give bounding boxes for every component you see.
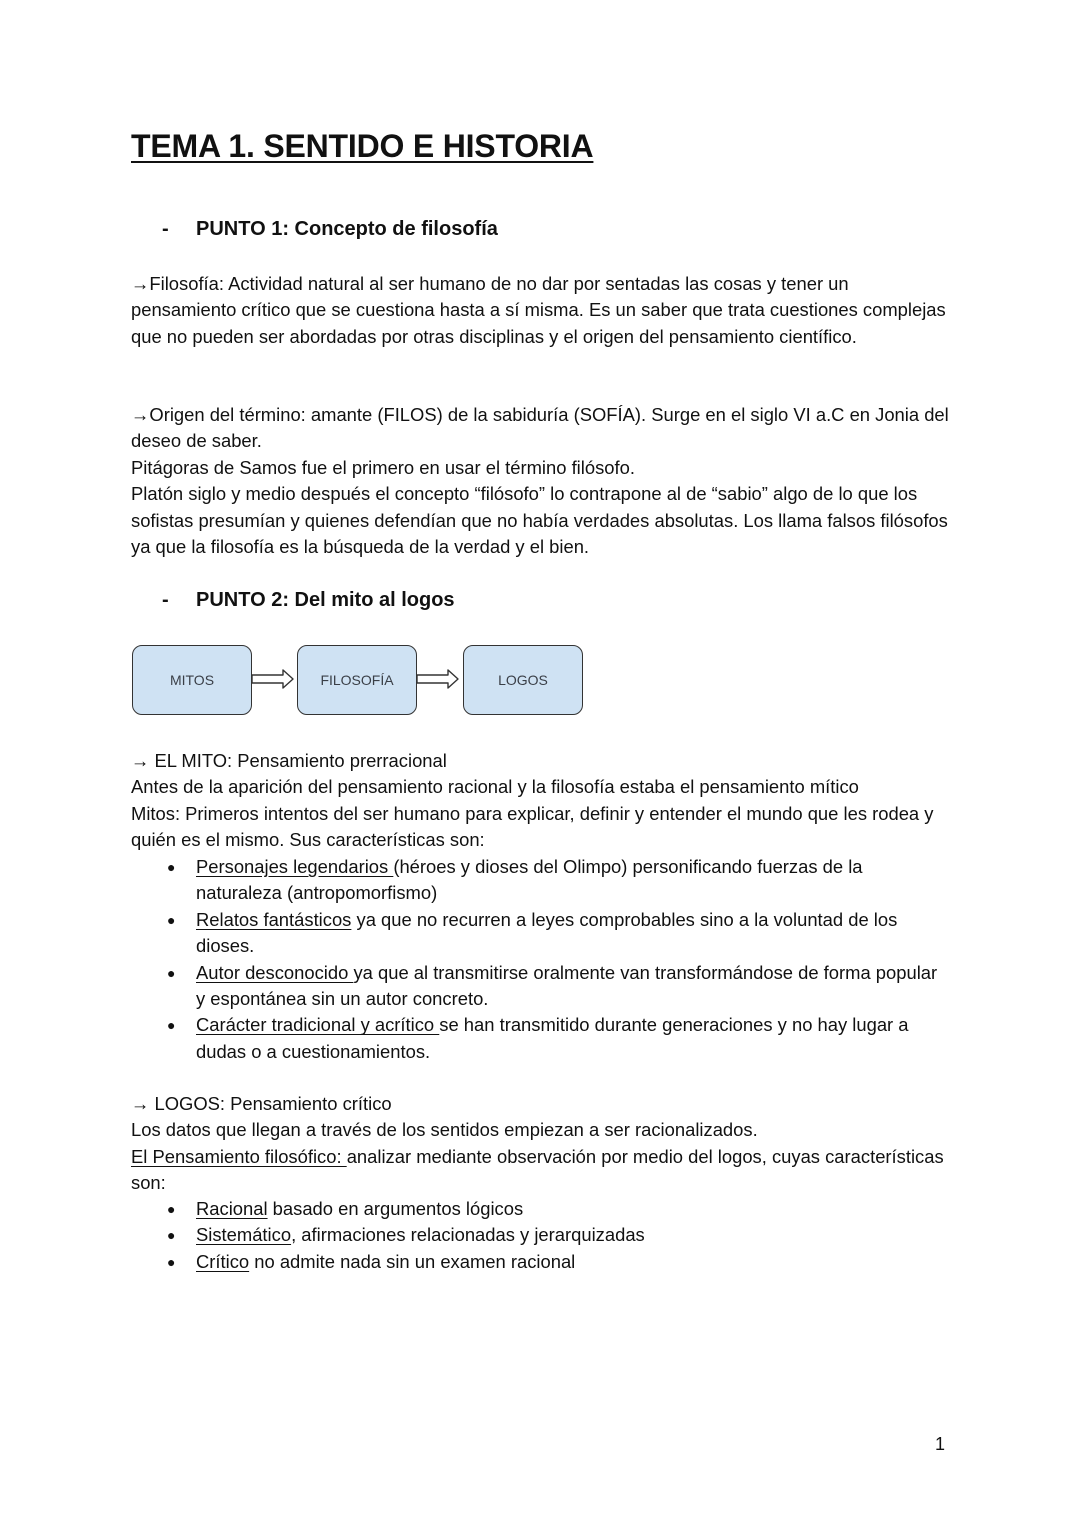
filosofia-definition	[131, 271, 951, 350]
term: Autor desconocido	[196, 961, 354, 983]
diagram-box-mitos: MITOS	[132, 645, 252, 715]
section-heading-punto-1	[162, 218, 498, 241]
list-item	[131, 854, 951, 907]
page-title: TEMA 1. SENTIDO E HISTORIA	[131, 128, 594, 164]
term: Relatos fantásticos	[196, 908, 352, 930]
origen-termino	[131, 402, 951, 560]
term: Personajes legendarios	[196, 856, 394, 877]
description: analizar mediante observación por medio del logos, cuyas características son:	[131, 1145, 944, 1194]
heading-dash: -	[162, 218, 169, 240]
bullet-icon: ●	[167, 1227, 176, 1244]
paragraph: Pitágoras de Samos fue el primero en usar el término filósofo.	[131, 456, 635, 478]
mito-characteristics-list	[131, 854, 951, 1065]
description: (héroes y dioses del Olimpo) personificando fuerzas de la naturaleza (antropomorfismo)	[196, 856, 863, 904]
paragraph: →Filosofía: Actividad natural al ser humano de no dar por sentadas las cosas y tener un pensamiento crítico que se cuestiona hasta a sí misma. Es un saber que trata cuestiones complejas que no pueden ser abordadas por otras disciplinas y el origen del pensamiento científico.	[131, 273, 946, 347]
mito-logos-flow-diagram	[132, 645, 592, 717]
diagram-box-logos: LOGOS	[463, 645, 583, 715]
list-item	[131, 1196, 951, 1222]
bullet-icon: ●	[167, 911, 176, 928]
description: , afirmaciones relacionadas y jerarquizadas	[291, 1224, 645, 1246]
description: basado en argumentos lógicos	[267, 1198, 524, 1219]
paragraph: Platón siglo y medio después el concepto “filósofo” lo contrapone al de “sabio” algo de lo que los sofistas presumían y quienes defendían que no había verdades absolutas. Los llama falsos filósofos ya que la filosofía es la búsqueda de la verdad y el bien.	[131, 483, 948, 558]
term: El Pensamiento filosófico:	[131, 1145, 347, 1167]
list-item	[131, 907, 951, 960]
mito-section	[131, 748, 951, 854]
heading-text: PUNTO 2: Del mito al logos	[196, 589, 455, 611]
list-item	[131, 1249, 951, 1275]
bullet-icon: ●	[167, 1017, 176, 1034]
list-item	[131, 960, 951, 1013]
heading-dash: -	[162, 589, 169, 611]
list-item	[131, 1012, 951, 1065]
mito-heading: → EL MITO: Pensamiento prerracional	[131, 750, 447, 771]
diagram-box-filosofia: FILOSOFÍA	[297, 645, 417, 715]
term: Sistemático	[196, 1224, 292, 1246]
arrow-right-icon	[251, 669, 295, 689]
list-item	[131, 1222, 951, 1248]
paragraph: Antes de la aparición del pensamiento racional y la filosofía estaba el pensamiento mítico	[131, 776, 859, 798]
logos-section	[131, 1091, 951, 1197]
description: ya que al transmitirse oralmente van transformándose de forma popular y espontánea sin un autor concreto.	[196, 961, 938, 1010]
bullet-icon: ●	[167, 859, 176, 875]
paragraph: →Origen del término: amante (FILOS) de la sabiduría (SOFÍA). Surge en el siglo VI a.C en Jonia del deseo de saber.	[131, 404, 949, 452]
term: Carácter tradicional y acrítico	[196, 1014, 440, 1036]
bullet-icon: ●	[167, 1201, 176, 1217]
term: Racional	[196, 1198, 268, 1219]
bullet-icon: ●	[167, 964, 176, 981]
section-heading-punto-2	[162, 589, 455, 612]
logos-characteristics-list	[131, 1196, 951, 1275]
paragraph	[131, 1144, 951, 1197]
paragraph: Mitos: Primeros intentos del ser humano para explicar, definir y entender el mundo que les rodea y quién es el mismo. Sus características son:	[131, 802, 934, 851]
logos-heading: → LOGOS: Pensamiento crítico	[131, 1093, 392, 1114]
term: Crítico	[196, 1250, 250, 1272]
description: no admite nada sin un examen racional	[249, 1250, 576, 1272]
arrow-right-icon	[416, 669, 460, 689]
heading-text: PUNTO 1: Concepto de filosofía	[196, 218, 498, 240]
description: se han transmitido durante generaciones y no hay lugar a dudas o a cuestionamientos.	[196, 1014, 909, 1062]
bullet-icon: ●	[167, 1253, 176, 1270]
page-number: 1	[935, 1434, 946, 1454]
description: ya que no recurren a leyes comprobables sino a la voluntad de los dioses.	[196, 908, 898, 957]
paragraph: Los datos que llegan a través de los sentidos empiezan a ser racionalizados.	[131, 1119, 758, 1141]
